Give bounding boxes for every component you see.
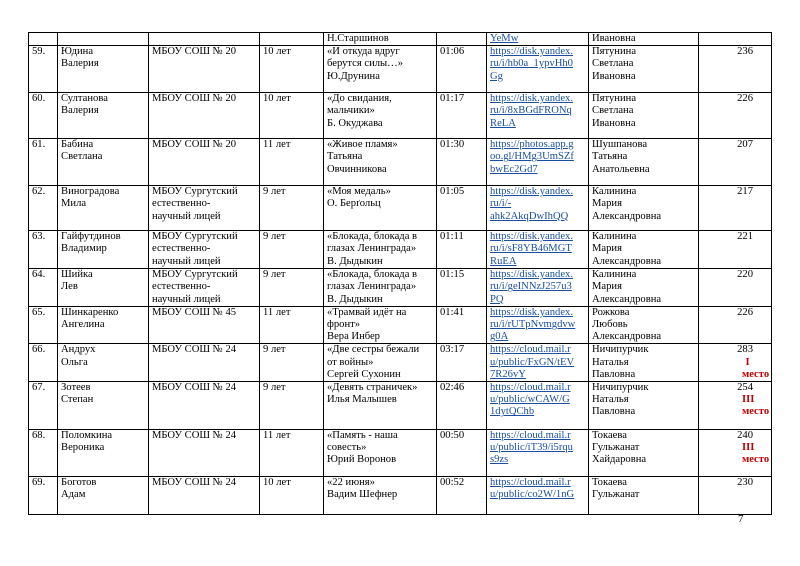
participant-age-cell — [260, 306, 324, 344]
results-table — [28, 32, 772, 515]
table-row — [29, 33, 772, 46]
poem-title-author: «Девять страничек» Илья Малышев — [327, 382, 418, 406]
place-award: III место — [742, 394, 770, 418]
score-cell — [699, 33, 772, 46]
participant-age: 11 лет — [263, 306, 291, 318]
table-row — [29, 139, 772, 186]
score-cell — [699, 306, 772, 344]
poem-title-author-cell — [324, 139, 437, 186]
school-name-cell — [149, 186, 260, 231]
teacher-name-cell — [589, 93, 699, 139]
participant-age-cell — [260, 231, 324, 269]
video-link-cell[interactable] — [487, 186, 589, 231]
participant-age-cell — [260, 430, 324, 477]
row-number: 59. — [32, 46, 46, 58]
participant-age: 10 лет — [263, 46, 291, 58]
performance-duration: 01:06 — [440, 46, 465, 58]
participant-age: 10 лет — [263, 93, 291, 105]
row-number-cell — [29, 186, 58, 231]
score-cell — [699, 46, 772, 93]
performance-duration-cell — [437, 477, 487, 515]
teacher-name-cell — [589, 382, 699, 430]
score: 283 — [737, 344, 753, 356]
participant-age-cell — [260, 139, 324, 186]
score: 221 — [737, 231, 753, 243]
performance-duration: 01:41 — [440, 306, 465, 318]
row-number: 67. — [32, 382, 46, 394]
participant-name-cell — [58, 46, 149, 93]
participant-name-cell — [58, 93, 149, 139]
table-row — [29, 231, 772, 269]
school-name-cell — [149, 46, 260, 93]
participant-name: Виноградова Мила — [61, 186, 120, 210]
school-name: МБОУ СОШ № 24 — [152, 382, 237, 394]
participant-name: Андрух Ольга — [61, 344, 96, 368]
performance-duration-cell — [437, 382, 487, 430]
score: 220 — [737, 269, 753, 281]
teacher-name: Калинина Мария Александровна — [592, 231, 662, 267]
teacher-name: Калинина Мария Александровна — [592, 186, 662, 222]
table-row — [29, 269, 772, 307]
school-name: МБОУ СОШ № 24 — [152, 430, 237, 442]
participant-age: 11 лет — [263, 430, 291, 442]
participant-name: Шинкаренко Ангелина — [61, 306, 119, 331]
poem-title-author-cell — [324, 382, 437, 430]
row-number: 62. — [32, 186, 46, 198]
participant-name-cell — [58, 382, 149, 430]
participant-name: Гайфутдинов Владимир — [61, 231, 121, 255]
video-link-cell[interactable] — [487, 430, 589, 477]
participant-age: 9 лет — [263, 186, 286, 198]
school-name: МБОУ Сургутский естественно- научный лицей — [152, 269, 238, 305]
poem-title-author: Н.Старшинов — [327, 33, 389, 44]
row-number: 63. — [32, 231, 46, 243]
performance-duration: 01:15 — [440, 269, 465, 281]
row-number: 66. — [32, 344, 46, 356]
participant-name-cell — [58, 430, 149, 477]
video-link-cell[interactable] — [487, 139, 589, 186]
participant-age-cell — [260, 93, 324, 139]
score: 217 — [737, 186, 753, 198]
row-number-cell — [29, 306, 58, 344]
participant-name: Поломкина Вероника — [61, 430, 113, 454]
poem-title-author: «Моя медаль» О. Берґольц — [327, 186, 391, 210]
score: 230 — [737, 477, 753, 489]
participant-name-cell — [58, 344, 149, 382]
teacher-name-cell — [589, 231, 699, 269]
poem-title-author: «Трамвай идёт на фронт» Вера Инбер — [327, 306, 407, 343]
row-number-cell — [29, 344, 58, 382]
school-name-cell — [149, 93, 260, 139]
score-cell — [699, 139, 772, 186]
video-link-cell[interactable] — [487, 231, 589, 269]
table-row — [29, 477, 772, 515]
teacher-name: Ничипурчик Наталья Павловна — [592, 382, 649, 418]
performance-duration: 01:05 — [440, 186, 465, 198]
table-row — [29, 186, 772, 231]
teacher-name-cell — [589, 139, 699, 186]
school-name-cell — [149, 344, 260, 382]
video-link[interactable]: YeMw — [490, 33, 519, 44]
score: 226 — [737, 93, 753, 105]
participant-age-cell — [260, 33, 324, 46]
participant-name-cell — [58, 186, 149, 231]
participant-age-cell — [260, 382, 324, 430]
performance-duration: 02:46 — [440, 382, 465, 394]
row-number-cell — [29, 139, 58, 186]
row-number-cell — [29, 46, 58, 93]
score-cell — [699, 269, 772, 307]
score: 226 — [737, 306, 753, 318]
participant-name-cell — [58, 306, 149, 344]
participant-age: 9 лет — [263, 269, 286, 281]
video-link[interactable]: https://disk.yandex. ru/i/- ahk2AkqDwIhQQ — [490, 186, 573, 222]
row-number: 60. — [32, 93, 46, 105]
row-number-cell — [29, 93, 58, 139]
teacher-name: Калинина Мария Александровна — [592, 269, 662, 305]
participant-age: 10 лет — [263, 477, 291, 489]
row-number: 69. — [32, 477, 46, 489]
video-link-cell[interactable] — [487, 93, 589, 139]
teacher-name: Ничипурчик Наталья Павловна — [592, 344, 649, 380]
participant-name: Юдина Валерия — [61, 46, 99, 70]
participant-name-cell — [58, 269, 149, 307]
score-cell — [699, 93, 772, 139]
performance-duration: 03:17 — [440, 344, 465, 356]
video-link[interactable]: https://photos.app.g oo.gl/HMg3UmSZf bwEc2Gd7 — [490, 139, 574, 175]
participant-age: 9 лет — [263, 382, 286, 394]
poem-title-author: «Блокада, блокада в глазах Ленинграда» В. Дыдыкин — [327, 231, 418, 267]
participant-name: Зотеев Степан — [61, 382, 94, 406]
school-name-cell — [149, 430, 260, 477]
performance-duration-cell — [437, 46, 487, 93]
teacher-name-cell — [589, 477, 699, 515]
participant-name-cell — [58, 33, 149, 46]
poem-title-author: «Память - наша совесть» Юрий Воронов — [327, 430, 398, 466]
participant-age: 9 лет — [263, 344, 286, 356]
school-name-cell — [149, 139, 260, 186]
school-name: МБОУ СОШ № 20 — [152, 139, 237, 151]
participant-name-cell — [58, 477, 149, 515]
place-award: III место — [742, 442, 770, 466]
row-number-cell — [29, 269, 58, 307]
performance-duration-cell — [437, 344, 487, 382]
participant-name: Бабина Светлана — [61, 139, 103, 163]
video-link[interactable]: https://disk.yandex. ru/i/rUTpNvmgdvw g0A — [490, 306, 576, 343]
score: 207 — [737, 139, 753, 151]
video-link[interactable]: https://cloud.mail.r u/public/wCAW/G 1dytQChb — [490, 382, 571, 418]
participant-name: Боготов Адам — [61, 477, 97, 501]
place-award: I место — [742, 356, 770, 380]
video-link-cell[interactable] — [487, 344, 589, 382]
participant-age: 9 лет — [263, 231, 286, 243]
participant-age-cell — [260, 344, 324, 382]
teacher-name-cell — [589, 344, 699, 382]
row-number-cell — [29, 231, 58, 269]
row-number: 64. — [32, 269, 46, 281]
video-link[interactable]: https://disk.yandex. ru/i/hb0a_1ypvHh0 Gg — [490, 46, 573, 82]
poem-title-author-cell — [324, 269, 437, 307]
school-name-cell — [149, 477, 260, 515]
school-name: МБОУ СОШ № 20 — [152, 93, 237, 105]
teacher-name: Шушпанова Татьяна Анатольевна — [592, 139, 650, 175]
school-name-cell — [149, 33, 260, 46]
school-name: МБОУ Сургутский естественно- научный лицей — [152, 231, 238, 267]
school-name: МБОУ Сургутский естественно- научный лицей — [152, 186, 238, 222]
teacher-name: Пятунина Светлана Ивановна — [592, 46, 637, 82]
performance-duration-cell — [437, 139, 487, 186]
poem-title-author-cell — [324, 477, 437, 515]
table-row — [29, 344, 772, 382]
teacher-name-cell — [589, 46, 699, 93]
participant-age-cell — [260, 186, 324, 231]
performance-duration-cell — [437, 269, 487, 307]
performance-duration-cell — [437, 93, 487, 139]
participant-age-cell — [260, 46, 324, 93]
teacher-name: Токаева Гульжанат — [592, 477, 640, 501]
poem-title-author: «И откуда вдруг берутся силы…» Ю.Друнина — [327, 46, 404, 82]
school-name: МБОУ СОШ № 24 — [152, 344, 237, 356]
participant-age-cell — [260, 269, 324, 307]
teacher-name-cell — [589, 269, 699, 307]
video-link-cell[interactable] — [487, 46, 589, 93]
school-name: МБОУ СОШ № 24 — [152, 477, 237, 489]
participant-age: 11 лет — [263, 139, 291, 151]
score: 254 — [737, 382, 753, 394]
teacher-name-cell — [589, 186, 699, 231]
video-link-cell[interactable] — [487, 477, 589, 515]
row-number-cell — [29, 382, 58, 430]
participant-name: Султанова Валерия — [61, 93, 108, 117]
row-number: 65. — [32, 306, 46, 318]
row-number-cell — [29, 33, 58, 46]
teacher-name-cell — [589, 306, 699, 344]
row-number: 61. — [32, 139, 46, 151]
video-link[interactable]: https://cloud.mail.r u/public/iT39/i5rqu s9zs — [490, 430, 573, 466]
video-link[interactable]: https://cloud.mail.r u/public/FxGN/tEV 7R26vY — [490, 344, 575, 380]
participant-name-cell — [58, 231, 149, 269]
poem-title-author-cell — [324, 186, 437, 231]
poem-title-author-cell — [324, 344, 437, 382]
poem-title-author: «До свидания, мальчики» Б. Окуджава — [327, 93, 392, 129]
score-cell — [699, 344, 772, 382]
score: 240 — [737, 430, 753, 442]
poem-title-author-cell — [324, 231, 437, 269]
page-number: 7 — [738, 513, 744, 525]
poem-title-author-cell — [324, 306, 437, 344]
table-row — [29, 430, 772, 477]
row-number: 68. — [32, 430, 46, 442]
table-row — [29, 382, 772, 430]
teacher-name: Пятунина Светлана Ивановна — [592, 93, 637, 129]
video-link[interactable]: https://disk.yandex. ru/i/sF8YB46MGT RuEA — [490, 231, 573, 267]
school-name: МБОУ СОШ № 20 — [152, 46, 237, 58]
participant-name-cell — [58, 139, 149, 186]
poem-title-author: «22 июня» Вадим Шефнер — [327, 477, 398, 501]
performance-duration: 01:11 — [440, 231, 464, 243]
video-link[interactable]: https://cloud.mail.r u/public/co2W/1nG — [490, 477, 575, 501]
poem-title-author: «Живое пламя» Татьяна Овчинникова — [327, 139, 398, 175]
performance-duration: 01:30 — [440, 139, 465, 151]
table-row — [29, 306, 772, 344]
performance-duration-cell — [437, 186, 487, 231]
video-link-cell[interactable] — [487, 382, 589, 430]
participant-name: Шийка Лев — [61, 269, 93, 293]
teacher-name-cell — [589, 430, 699, 477]
score-cell — [699, 231, 772, 269]
table-row — [29, 93, 772, 139]
row-number-cell — [29, 430, 58, 477]
teacher-name-cell — [589, 33, 699, 46]
performance-duration-cell — [437, 33, 487, 46]
school-name-cell — [149, 269, 260, 307]
participant-age-cell — [260, 477, 324, 515]
video-link-cell[interactable] — [487, 306, 589, 344]
poem-title-author-cell — [324, 33, 437, 46]
score-cell — [699, 186, 772, 231]
score-cell — [699, 382, 772, 430]
performance-duration-cell — [437, 231, 487, 269]
performance-duration-cell — [437, 306, 487, 344]
row-number-cell — [29, 477, 58, 515]
performance-duration-cell — [437, 430, 487, 477]
performance-duration: 01:17 — [440, 93, 465, 105]
video-link[interactable]: https://disk.yandex. ru/i/8xBGdFRONq ReLA — [490, 93, 573, 129]
video-link[interactable]: https://disk.yandex. ru/i/geINNzJ257u3 PQ — [490, 269, 573, 305]
school-name-cell — [149, 382, 260, 430]
video-link-cell[interactable] — [487, 33, 589, 46]
school-name: МБОУ СОШ № 45 — [152, 306, 237, 318]
teacher-name: Ивановна — [592, 33, 636, 44]
teacher-name: Рожкова Любовь Александровна — [592, 306, 662, 343]
table-row — [29, 46, 772, 93]
poem-title-author: «Блокада, блокада в глазах Ленинграда» В. Дыдыкин — [327, 269, 418, 305]
poem-title-author-cell — [324, 430, 437, 477]
poem-title-author: «Две сестры бежали от войны» Сергей Сухонин — [327, 344, 420, 380]
performance-duration: 00:52 — [440, 477, 465, 489]
performance-duration: 00:50 — [440, 430, 465, 442]
school-name-cell — [149, 306, 260, 344]
poem-title-author-cell — [324, 93, 437, 139]
score-cell — [699, 430, 772, 477]
score: 236 — [737, 46, 753, 58]
video-link-cell[interactable] — [487, 269, 589, 307]
teacher-name: Токаева Гульжанат Хайдаровна — [592, 430, 647, 466]
poem-title-author-cell — [324, 46, 437, 93]
school-name-cell — [149, 231, 260, 269]
score-cell — [699, 477, 772, 515]
